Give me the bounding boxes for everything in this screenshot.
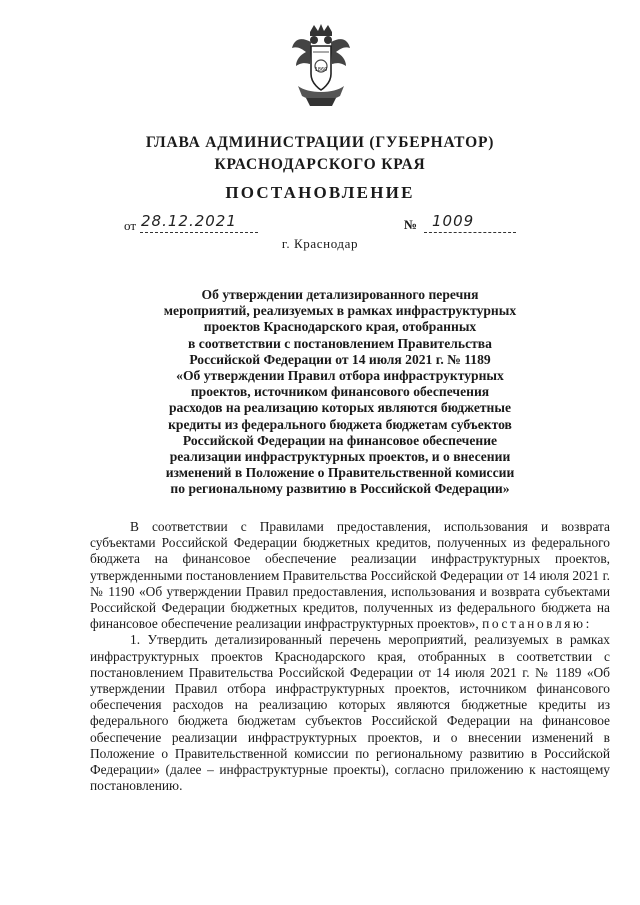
title-line: «Об утверждении Правил отбора инфраструктурных	[176, 368, 504, 384]
document-title	[140, 287, 540, 498]
number-underline	[424, 232, 516, 233]
date-prefix: от	[124, 218, 137, 233]
date-number-line	[0, 214, 640, 236]
title-line: проектов, источником финансового обеспечения	[190, 384, 490, 400]
title-line: по региональному развитию в Российской Федерации»	[170, 481, 510, 497]
number-prefix: №	[404, 217, 418, 232]
title-line: проектов Краснодарского края, отобранных	[203, 319, 477, 335]
title-line: расходов на реализацию которых являются бюджетные	[168, 400, 512, 416]
handwritten-date: 28.12.2021	[141, 212, 237, 230]
resolves-word: постановляю:	[482, 616, 592, 632]
title-line: изменений в Положение о Правительственной комиссии	[165, 465, 515, 481]
title-line: в соответствии с постановлением Правительства	[188, 335, 492, 351]
city-line: г. Краснодар	[281, 236, 359, 251]
title-line: Российской Федерации от 14 июля 2021 г. № 1189	[189, 351, 491, 367]
issuer-line-1: ГЛАВА АДМИНИСТРАЦИИ (ГУБЕРНАТОР)	[145, 134, 495, 151]
title-line: реализации инфраструктурных проектов, и о внесении	[169, 449, 511, 465]
title-line: кредиты из федерального бюджета бюджетам субъектов	[168, 416, 512, 432]
title-line: мероприятий, реализуемых в рамках инфраструктурных	[163, 303, 517, 319]
emblem-year: 1860	[314, 67, 328, 73]
coat-of-arms-icon	[290, 22, 352, 108]
document-body	[90, 519, 610, 794]
title-line: Об утверждении детализированного перечня	[201, 287, 479, 302]
handwritten-number: 1009	[432, 212, 475, 230]
clause-1-paragraph: 1. Утвердить детализированный перечень мероприятий, реализуемых в рамках инфраструктурных проектов Краснодарского края, отобранных в соответствии с постановлением Правительства Российской Федерации от 14 июля 2021 г. № 1189 «Об утверждении Правил отбора инфраструктурных проектов, источником финансового обеспечения расходов на реализацию которых являются бюджетные кредиты из федерального бюджета бюджетам субъектов Российской Федерации на финансовое обеспечение реализации инфраструктурных проектов, и о внесении изменений в Положение о Правительственной комиссии по региональному развитию в Российской Федерации» (далее – инфраструктурные проекты), согласно приложению к настоящему постановлению.	[90, 632, 610, 794]
title-line: Российской Федерации на финансовое обеспечение	[182, 432, 498, 448]
issuer-line-2: КРАСНОДАРСКОГО КРАЯ	[214, 156, 426, 173]
issuer-heading	[0, 132, 640, 176]
preamble-text: В соответствии с Правилами предоставления, использования и возврата субъектами Российской Федерации бюджетных кредитов, полученных из федерального бюджета на финансовое обеспечение реализации инфраструктурных проектов, утвержденными постановлением Правительства Российской Федерации от 14 июля 2021 г. № 1190 «Об утверждении Правил предоставления, использования и возврата субъектами Российской Федерации бюджетных кредитов, полученных из федерального бюджета на финансовое обеспечение реализации инфраструктурных проектов»,	[90, 519, 610, 632]
document-type: ПОСТАНОВЛЕНИЕ	[225, 183, 415, 202]
preamble-paragraph	[90, 519, 610, 632]
date-underline	[140, 232, 258, 233]
